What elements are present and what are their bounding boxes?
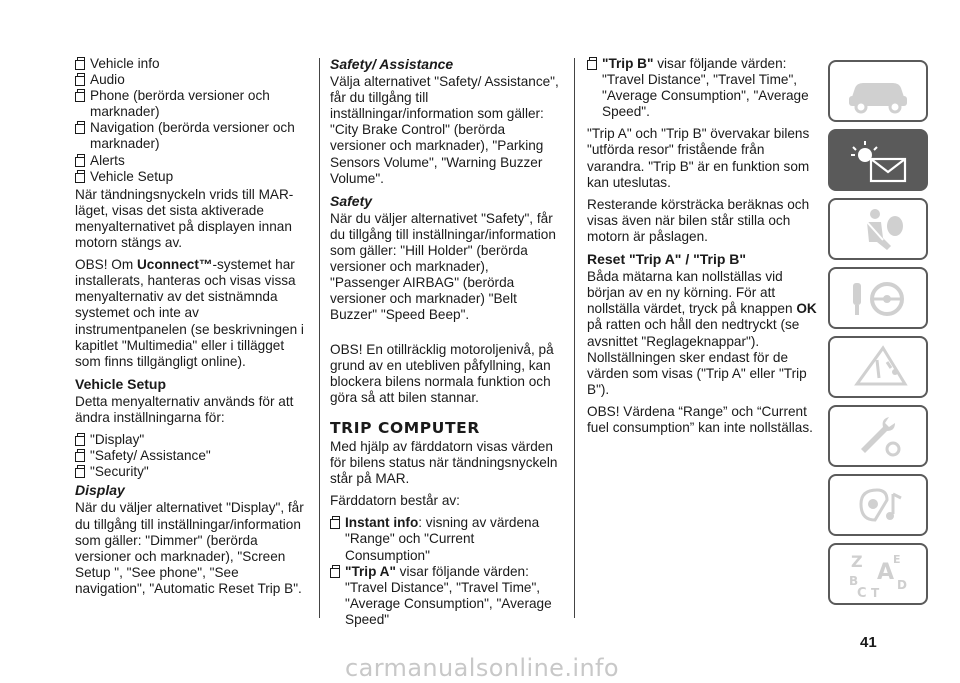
list-item: "Trip B" visar följande värden: "Travel Distance", "Travel Time", "Average Consumption", "Average Speed". <box>587 56 817 120</box>
list-item: Vehicle info <box>75 56 311 72</box>
key-steering-wheel-icon <box>843 273 913 323</box>
checkbox-bullet-icon <box>587 60 597 70</box>
list-item: "Safety/ Assistance" <box>75 448 311 464</box>
warning-light-envelope-icon <box>843 135 913 185</box>
checkbox-bullet-icon <box>75 76 85 86</box>
tab-technical-data[interactable] <box>828 474 928 536</box>
column-middle <box>330 56 562 628</box>
tab-warning-lights[interactable] <box>828 129 928 191</box>
checkbox-bullet-icon <box>75 452 85 462</box>
list-item: Vehicle Setup <box>75 169 311 185</box>
chapter-tabs <box>828 60 928 612</box>
index-letter: E <box>893 553 901 566</box>
tab-maintenance[interactable] <box>828 405 928 467</box>
list-item: Navigation (berörda versioner och marknader) <box>75 120 311 152</box>
seatbelt-airbag-icon <box>843 204 913 254</box>
paragraph: Välja alternativet "Safety/ Assistance", får du tillgång till inställningar/information som gäller: "City Brake Control" (berörda versioner och marknader), "Parking Sensors Volume", "Warning Buzzer Volume". <box>330 74 559 186</box>
index-letter: T <box>871 586 880 599</box>
list-item: Audio <box>75 72 311 88</box>
list-item: Instant info: visning av värdena "Range" och "Current Consumption" <box>330 515 562 563</box>
index-letter: D <box>897 578 907 592</box>
sub-heading: Display <box>75 482 125 499</box>
sub-heading: Safety/ Assistance <box>330 56 454 72</box>
list-item: "Security" <box>75 464 311 480</box>
alphabet-index-icon <box>843 549 913 599</box>
checkbox-bullet-icon <box>75 92 85 102</box>
paragraph: "Trip A" och "Trip B" övervakar bilens "utförda resor" fristående från varandra. "Trip B" är en funktion som kan uteslutas. <box>587 126 810 190</box>
checkbox-bullet-icon <box>75 157 85 167</box>
tab-index[interactable] <box>828 543 928 605</box>
list-item: Phone (berörda versioner och marknader) <box>75 88 311 120</box>
checkbox-bullet-icon <box>330 519 340 529</box>
data-music-icon <box>843 480 913 530</box>
column-right <box>587 56 817 442</box>
tab-starting-driving[interactable] <box>828 267 928 329</box>
column-left <box>75 56 311 603</box>
list-item: Alerts <box>75 153 311 169</box>
paragraph: Färddatorn består av: <box>330 493 460 509</box>
list-item: "Display" <box>75 432 311 448</box>
paragraph: Båda mätarna kan nollställas vid början av en ny körning. För att nollställa värdet, tryck på knappen OK på ratten och håll den nedtryckt (se avsnittet "Reglageknappar"). Nollställningen sker endast för de värden som visas ("Trip A" eller "Trip B"). <box>587 269 817 397</box>
paragraph: När du väljer alternativet "Display", får du tillgång till inställningar/information som gäller: "Dimmer" (berörda versioner och marknader), "Screen Setup ", "See phone", "See navigation", "Automatic Reset Trip B". <box>75 500 304 596</box>
section-heading: Vehicle Setup <box>75 375 167 392</box>
sub-heading: Safety <box>330 192 373 209</box>
index-letter: Z <box>851 552 863 571</box>
paragraph: OBS! Om Uconnect™-systemet har installerats, hanteras och visas vissa menyalternativ av det sistnämnda systemet och inte av instrumentpanelen (se beskrivningen i kapitlet "Multimedia" eller i tillägget som finns tillgängligt online). <box>75 257 304 369</box>
section-heading: Reset "Trip A" / "Trip B" <box>587 251 747 268</box>
index-letter: B <box>849 574 859 588</box>
tab-safety[interactable] <box>828 198 928 260</box>
paragraph: När du väljer alternativet "Safety", får du tillgång till inställningar/information som gäller: "Hill Holder" (berörda versioner och marknader), "Passenger AIRBAG" (berörda versioner och marknader) "Belt Buzzer" "Speed Beep". <box>330 210 556 323</box>
checkbox-bullet-icon <box>330 568 340 578</box>
index-letter: A <box>877 560 895 585</box>
column-divider <box>574 58 575 618</box>
checkbox-bullet-icon <box>75 60 85 70</box>
list-item: "Trip A" visar följande värden: "Travel Distance", "Travel Time", "Average Consumption", "Average Speed" <box>330 564 562 628</box>
paragraph: OBS! En otillräcklig motoroljenivå, på grund av en utebliven påfyllning, kan blockera bilens normala funktion och göra så att bilen stannar. <box>330 341 554 405</box>
paragraph: Detta menyalternativ används för att ändra inställningarna för: <box>75 393 294 425</box>
tab-car[interactable] <box>828 60 928 122</box>
paragraph: Med hjälp av färddatorn visas värden för bilens status när tändningsnyckeln står på MAR. <box>330 438 558 487</box>
paragraph: När tändningsnyckeln vrids till MAR-läget, visas det sista aktiverade menyalternativet på displayen innan motorn stängs av. <box>75 186 294 251</box>
paragraph: Resterande körsträcka beräknas och visas även när bilen står stilla och motorn är påslagen. <box>587 196 810 244</box>
watermark: carmanualsonline.info <box>345 654 619 682</box>
section-heading: TRIP COMPUTER <box>330 418 480 437</box>
checkbox-bullet-icon <box>75 124 85 134</box>
checkbox-bullet-icon <box>75 436 85 446</box>
wrench-tools-icon <box>843 411 913 461</box>
index-letter: C <box>857 586 867 599</box>
paragraph: OBS! Värdena “Range” och “Current fuel consumption” kan inte nollställas. <box>587 403 813 435</box>
column-divider <box>319 58 320 618</box>
checkbox-bullet-icon <box>75 468 85 478</box>
checkbox-bullet-icon <box>75 173 85 183</box>
car-icon <box>843 66 913 116</box>
tab-emergency[interactable] <box>828 336 928 398</box>
road-hazard-icon <box>843 342 913 392</box>
page-number: 41 <box>860 634 877 651</box>
